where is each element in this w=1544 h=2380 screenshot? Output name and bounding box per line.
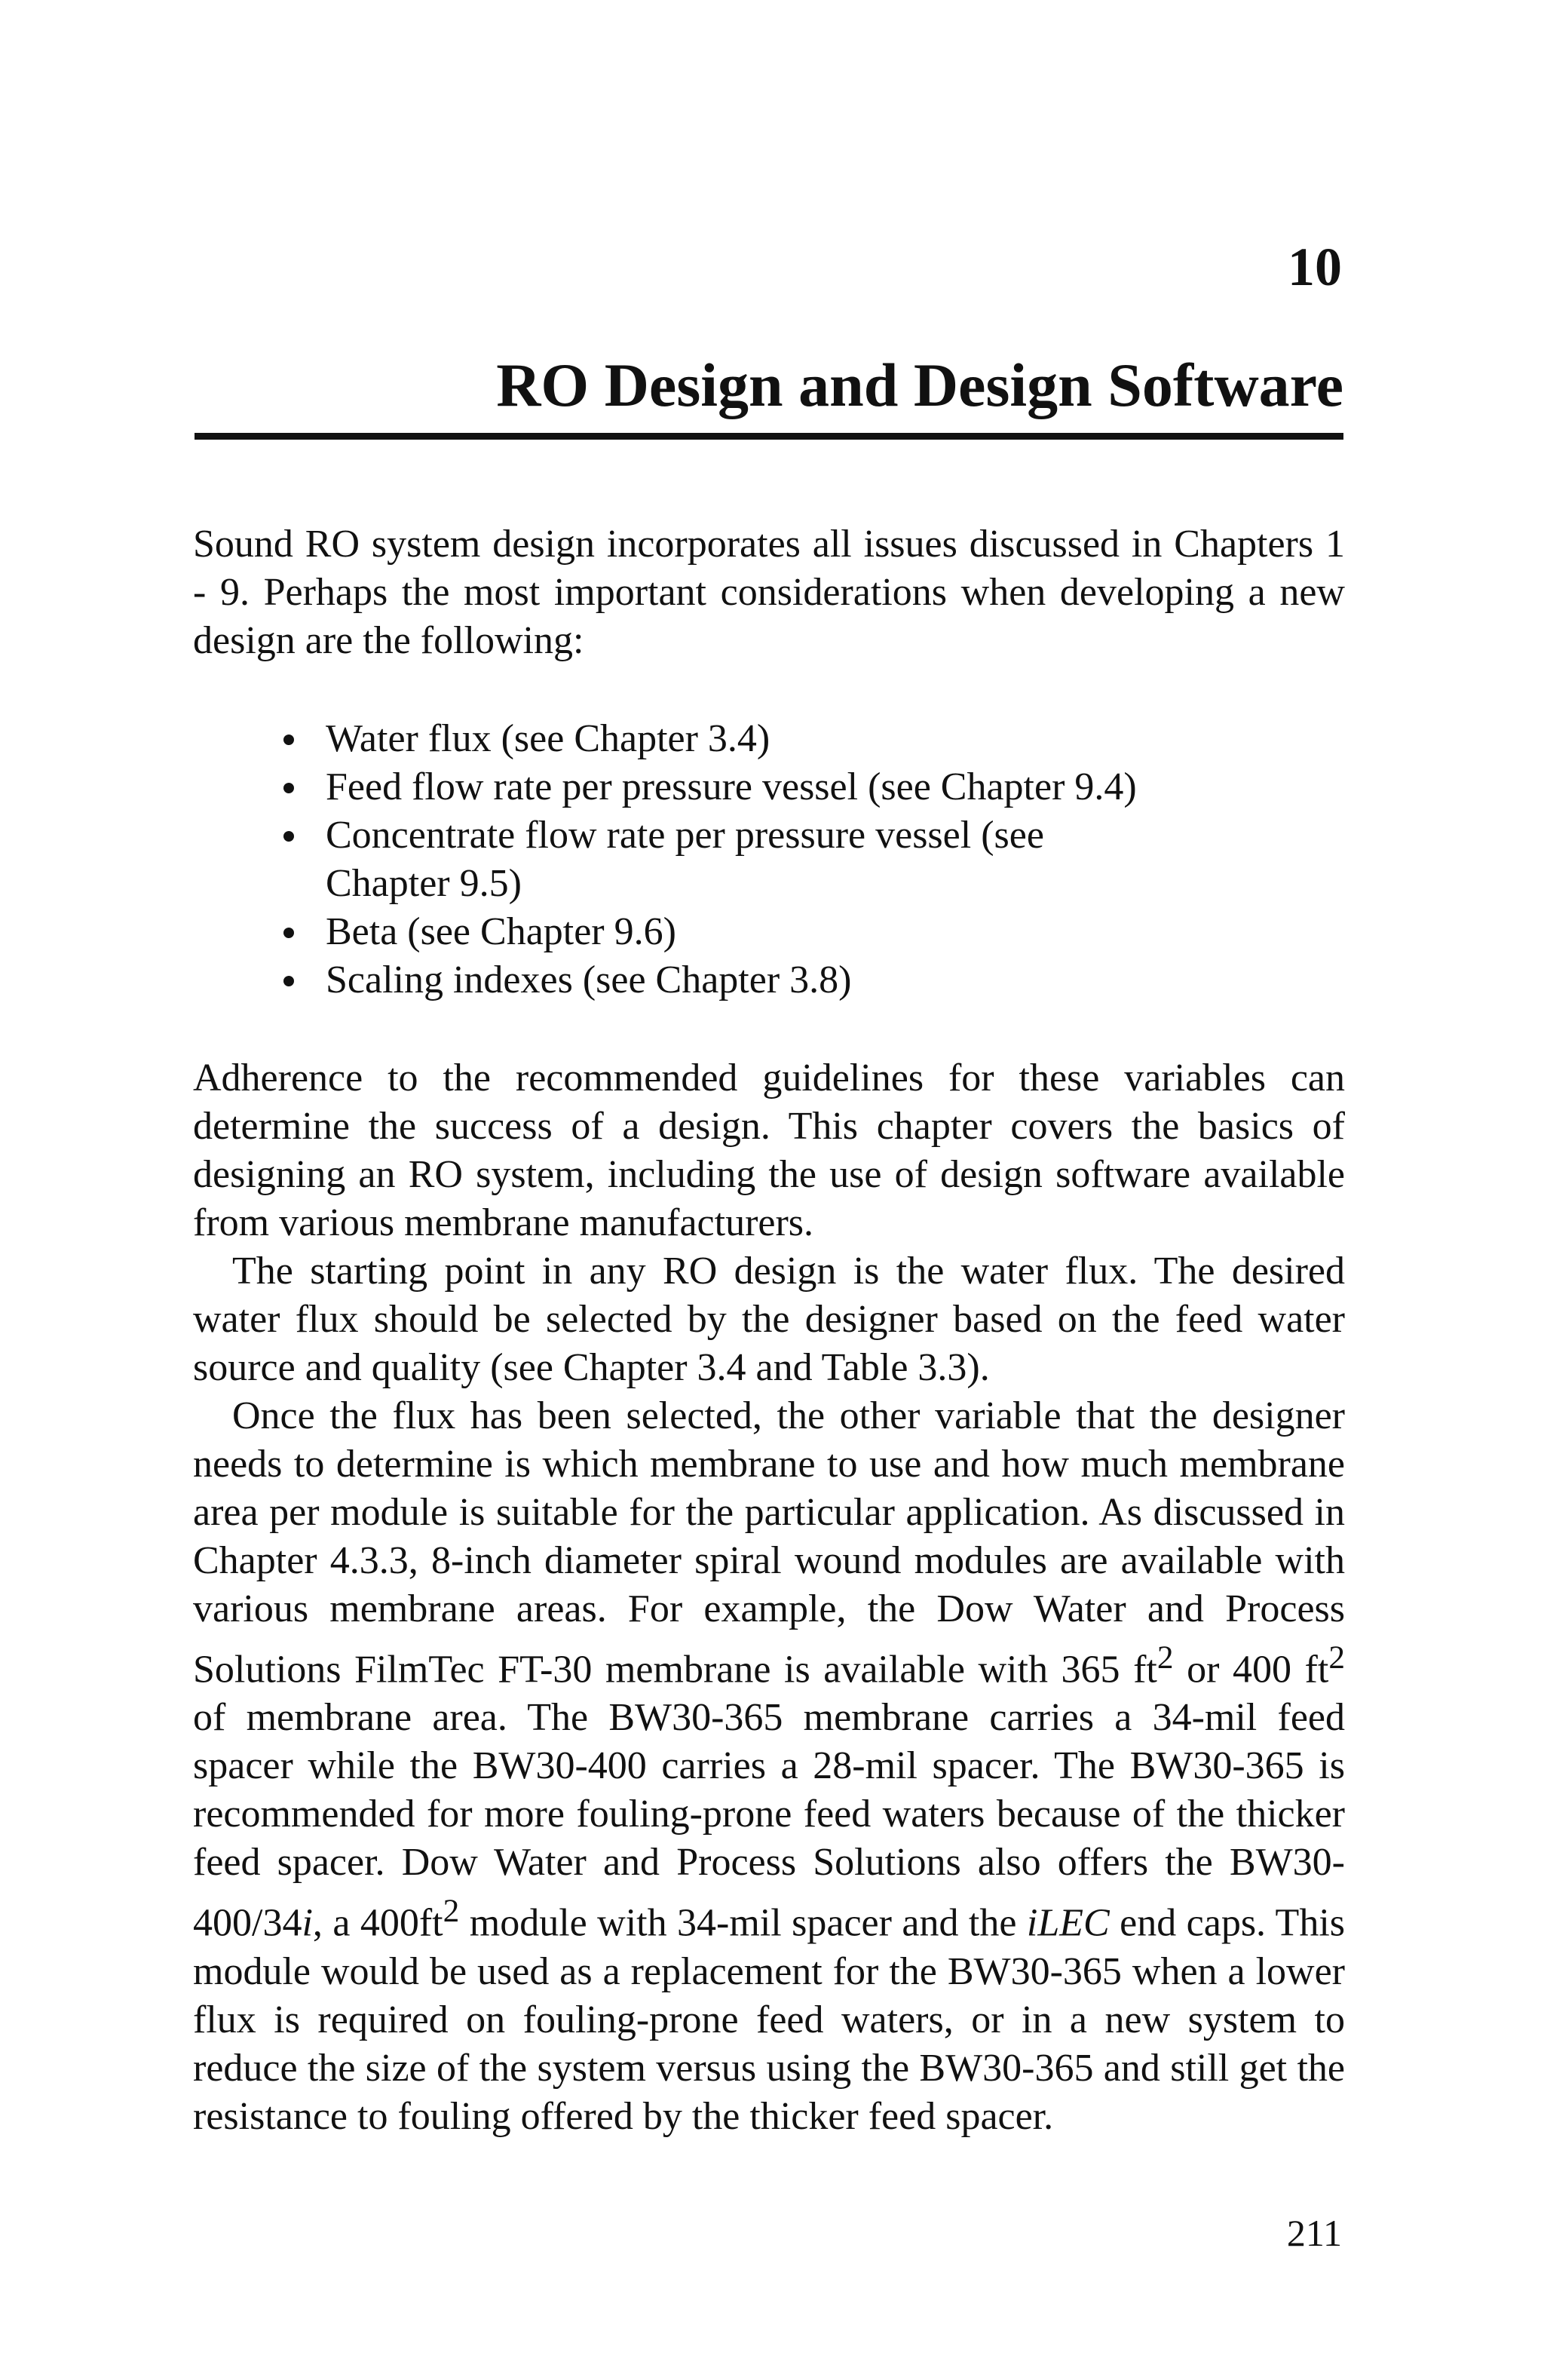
text-run: , a 400ft — [312, 1901, 443, 1945]
superscript: 2 — [1156, 1639, 1174, 1676]
page-number: 211 — [1286, 2212, 1342, 2254]
superscript: 2 — [443, 1893, 460, 1930]
list-item-text: Concentrate flow rate per pressure vessel (see Chapter 9.5) — [326, 814, 1044, 905]
list-item — [283, 811, 1173, 908]
bullet-icon — [283, 928, 294, 938]
chapter-body — [193, 520, 1345, 2141]
list-item — [283, 763, 1173, 811]
italic-text: i — [302, 1901, 313, 1945]
list-item-text: Scaling indexes (see Chapter 3.8) — [326, 958, 852, 1001]
text-run: or 400 ft — [1173, 1648, 1329, 1691]
bullet-icon — [283, 976, 294, 986]
superscript: 2 — [1328, 1639, 1345, 1676]
considerations-list — [193, 715, 1173, 1004]
list-item — [283, 715, 1173, 763]
bullet-icon — [283, 735, 294, 745]
text-run: of membrane area. The BW30-365 membrane carries a 34-mil feed spacer while the BW30-400 carries a 28-mil spacer. The BW30-365 is recommended for more fouling-prone feed waters because of the thicker feed spacer. Dow Water and Process Solutions also offers the BW30-400/34 — [193, 1696, 1345, 1945]
intro-paragraph: Sound RO system design incorporates all issues discussed in Chapters 1 - 9. Perhaps the most important considerations when developing a new design are the following: — [193, 523, 1345, 662]
text-run: module with 34-mil spacer and the — [459, 1901, 1027, 1945]
bullet-icon — [283, 783, 294, 793]
chapter-title: RO Design and Design Software — [496, 351, 1343, 419]
list-item-text: Feed flow rate per pressure vessel (see Chapter 9.4) — [326, 765, 1137, 808]
paragraph-membrane-selection — [193, 1392, 1345, 2141]
text-run: Once the flux has been selected, the other variable that the designer needs to determine is which membrane to use and how much membrane area per module is suitable for the particular application. As discussed in Chapter 4.3.3, 8-inch diameter spiral wound modules are available with various membrane areas. For example, the Dow Water and Process Solutions FilmTec FT-30 membrane is available with 365 ft — [193, 1394, 1345, 1691]
paragraph-guidelines: Adherence to the recommended guidelines for these variables can determine the success of a design. This chapter covers the basics of designing an RO system, including the use of design software available from various membrane manufacturers. — [193, 1057, 1345, 1244]
bullet-icon — [283, 831, 294, 842]
title-rule — [195, 433, 1343, 440]
list-item-text: Water flux (see Chapter 3.4) — [326, 717, 770, 760]
chapter-number: 10 — [1288, 237, 1342, 297]
paragraph-starting-point: The starting point in any RO design is the water flux. The desired water flux should be selected by the designer based on the feed water source and quality (see Chapter 3.4 and Table 3.3). — [193, 1250, 1345, 1389]
list-item — [283, 956, 1173, 1004]
italic-text: iLEC — [1026, 1901, 1110, 1945]
list-item-text: Beta (see Chapter 9.6) — [326, 910, 676, 953]
text-run: end caps. This module would be used as a replacement for the BW30-365 when a lower flux is required on fouling-prone feed waters, or in a new system to reduce the size of the system versus using the BW30-365 and still get the resistance to fouling offered by the thicker feed spacer. — [193, 1901, 1346, 2138]
list-item — [283, 908, 1173, 956]
